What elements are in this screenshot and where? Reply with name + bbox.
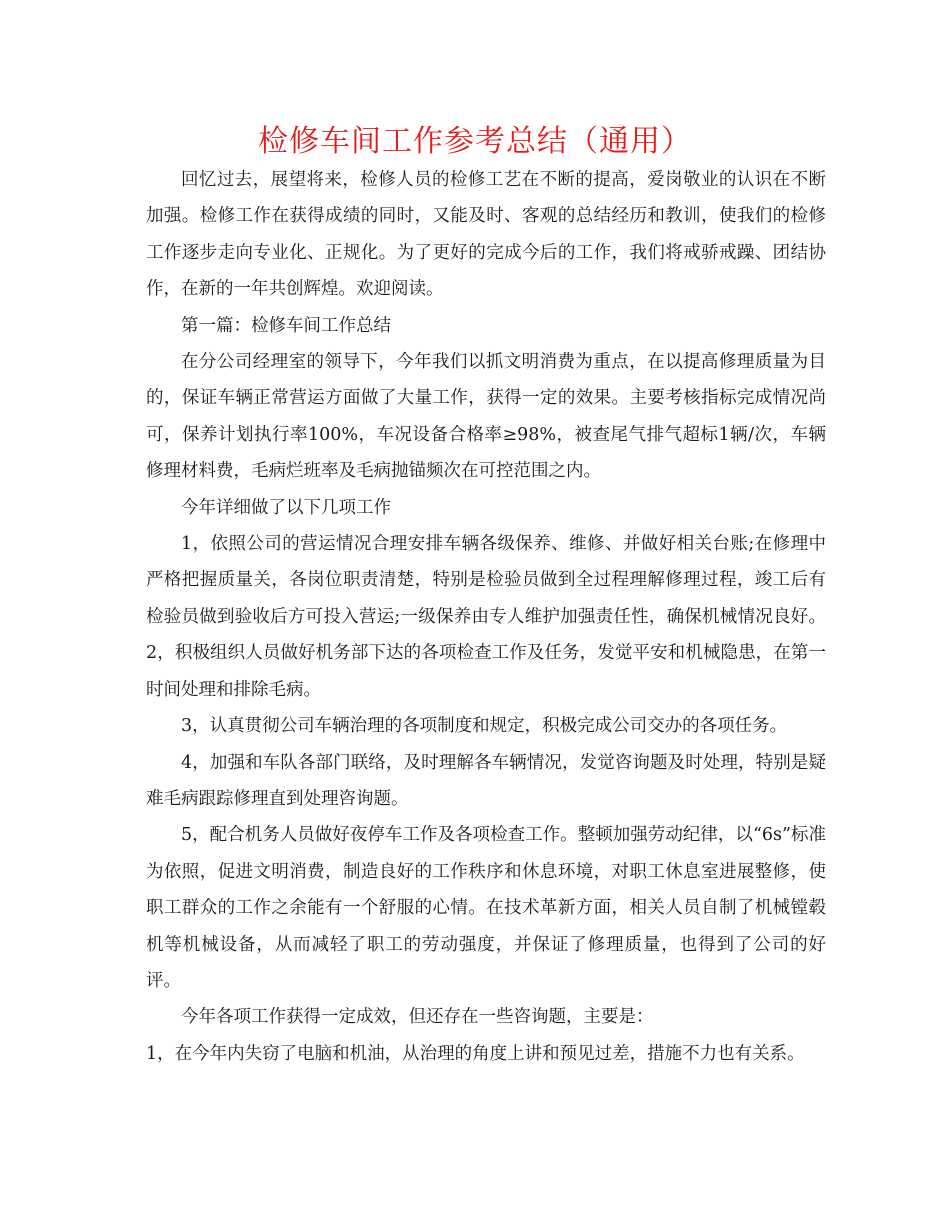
list-paragraph: 5，配合机务人员做好夜停车工作及各项检查工作。整顿加强劳动纪律，以“6s”标准为依照，促进文明消费，制造良好的工作秩序和休息环境，对职工休息室进展整修，使职工群众的工作之余能有一个舒服的心情。在技术革新方面，相关人员自制了机械镗毂机等机械设备，从而减轻了职工的劳动强度，并保证了修理质量，也得到了公司的好评。 xyxy=(146,825,826,991)
body-paragraph: 在分公司经理室的领导下，今年我们以抓文明消费为重点，在以提高修理质量为目的，保证车辆正常营运方面做了大量工作，获得一定的效果。主要考核指标完成情况尚可，保养计划执行率100%，车况设备合格率≥98%，被查尾气排气超标1辆/次，车辆修理材料费，毛病烂班率及毛病抛锚频次在可控范围之内。 xyxy=(146,352,826,482)
document-body xyxy=(146,162,826,1072)
section-heading: 第一篇：检修车间工作总结 xyxy=(181,315,391,336)
intro-paragraph: 回忆过去，展望将来，检修人员的检修工艺在不断的提高，爱岗敬业的认识在不断加强。检修工作在获得成绩的同时，又能及时、客观的总结经历和教训，使我们的检修工作逐步走向专业化、正规化。为了更好的完成今后的工作，我们将戒骄戒躁、团结协作，在新的一年共创辉煌。欢迎阅读。 xyxy=(146,170,826,300)
document-title: 检修车间工作参考总结（通用） xyxy=(258,124,692,159)
body-paragraph: 今年各项工作获得一定成效，但还存在一些咨询题，主要是： xyxy=(181,1007,654,1028)
list-paragraph: 4，加强和车队各部门联络，及时理解各车辆情况，发觉咨询题及时处理，特别是疑难毛病跟踪修理直到处理咨询题。 xyxy=(146,752,826,809)
body-paragraph: 今年详细做了以下几项工作 xyxy=(181,497,391,518)
list-paragraph: 1，在今年内失窃了电脑和机油，从治理的角度上讲和预见过差，措施不力也有关系。 xyxy=(146,1043,805,1064)
list-paragraph: 3，认真贯彻公司车辆治理的各项制度和规定，积极完成公司交办的各项任务。 xyxy=(181,716,788,737)
list-paragraph: 1，依照公司的营运情况合理安排车辆各级保养、维修、并做好相关台账;在修理中严格把握质量关，各岗位职责清楚，特别是检验员做到全过程理解修理过程，竣工后有检验员做到验收后方可投入营运;一级保养由专人维护加强责任性，确保机械情况良好。2，积极组织人员做好机务部下达的各项检查工作及任务，发觉平安和机械隐患，在第一时间处理和排除毛病。 xyxy=(146,534,826,700)
